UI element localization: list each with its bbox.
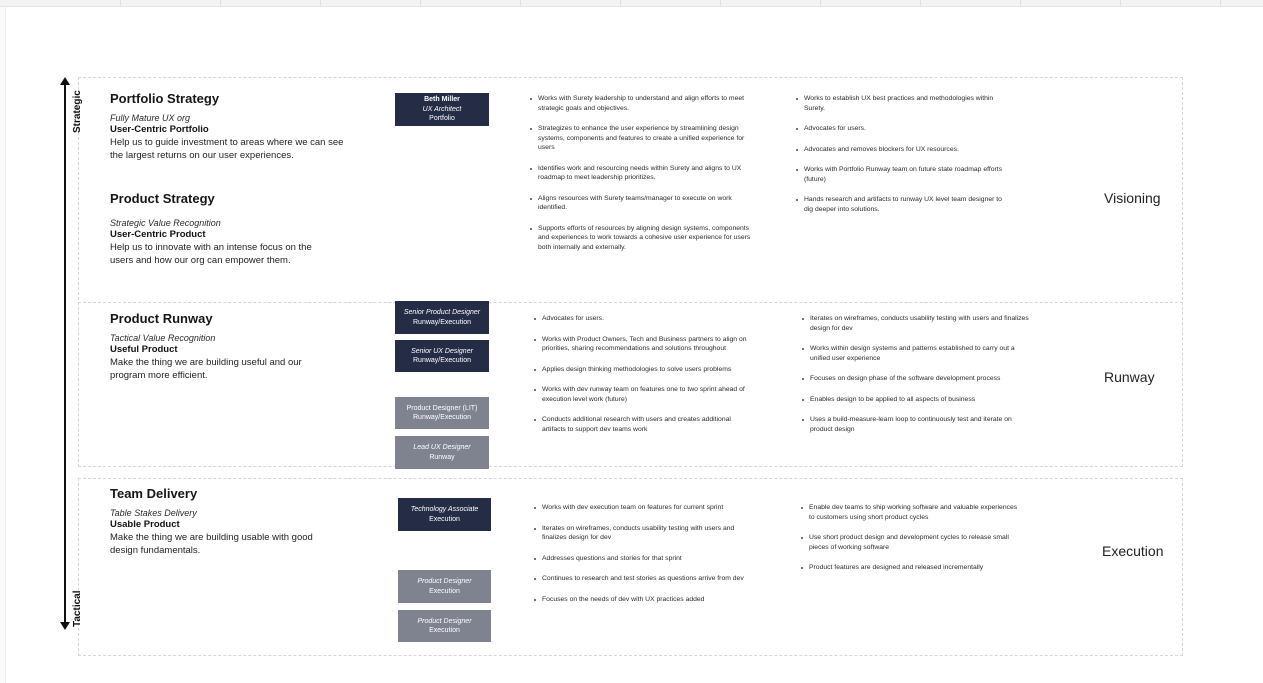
list-item: Hands research and artifacts to runway UX level team designer to dig deeper into solutions. bbox=[795, 195, 1005, 214]
role-title: Product Designer (LIT) bbox=[406, 404, 478, 412]
list-item: Focuses on design phase of the software development process bbox=[801, 374, 1029, 384]
visioning-responsibilities-2 bbox=[795, 94, 1005, 225]
list-item: Addresses questions and stories for that sprint bbox=[533, 554, 758, 564]
role-card-technology-associate[interactable] bbox=[398, 498, 491, 531]
axis-label-strategic: Strategic bbox=[72, 90, 83, 133]
section-focus: User-Centric Product bbox=[110, 229, 206, 240]
axis-label-tactical: Tactical bbox=[72, 590, 83, 627]
list-item: Works with Surety leadership to understand and align efforts to meet strategic goals and objectives. bbox=[529, 94, 754, 113]
list-item: Works with Portfolio Runway team on future state roadmap efforts (future) bbox=[795, 165, 1005, 184]
list-item: Enables design to be applied to all aspects of business bbox=[801, 395, 1029, 405]
list-item: Works within design systems and patterns established to carry out a unified user experience bbox=[801, 344, 1029, 363]
section-title: Team Delivery bbox=[110, 486, 198, 501]
section-subtitle: Strategic Value Recognition bbox=[110, 218, 221, 228]
visioning-responsibilities-1 bbox=[529, 94, 754, 263]
section-title: Product Runway bbox=[110, 311, 213, 326]
section-focus: Useful Product bbox=[110, 344, 178, 355]
role-scope: Runway/Execution bbox=[413, 357, 471, 364]
role-card-product-designer-execution-2[interactable] bbox=[398, 610, 491, 642]
list-item: Aligns resources with Surety teams/manager to execute on work identified. bbox=[529, 194, 754, 213]
list-item: Uses a build-measure-learn loop to continuously test and iterate on product design bbox=[801, 415, 1029, 434]
section-description: Make the thing we are building useful and our program more efficient. bbox=[110, 357, 302, 381]
role-card-product-designer-lit[interactable] bbox=[395, 397, 489, 429]
role-title: Product Designer bbox=[417, 578, 472, 585]
role-scope: Runway/Execution bbox=[413, 318, 471, 326]
section-title: Product Strategy bbox=[110, 191, 215, 206]
role-scope: Execution bbox=[429, 515, 460, 523]
list-item: Works with dev runway team on features one to two sprint ahead of execution level work (future) bbox=[533, 385, 751, 404]
list-item: Applies design thinking methodologies to solve users problems bbox=[533, 365, 751, 375]
execution-responsibilities-2 bbox=[800, 503, 1022, 584]
list-item: Identifies work and resourcing needs within Surety and aligns to UX roadmap to meet leadership prioritizes. bbox=[529, 164, 754, 183]
list-item: Iterates on wireframes, conducts usability testing with users and finalizes design for dev bbox=[801, 314, 1029, 333]
section-description: Help us to guide investment to areas where we can see the largest returns on our user experiences. bbox=[110, 137, 344, 161]
list-item: Continues to research and test stories as questions arrive from dev bbox=[533, 574, 758, 584]
execution-responsibilities-1 bbox=[533, 503, 758, 615]
phase-label-execution: Execution bbox=[1102, 543, 1164, 559]
list-item: Enable dev teams to ship working software and valuable experiences to customers using short product cycles bbox=[800, 503, 1022, 522]
role-scope: Execution bbox=[429, 587, 460, 595]
runway-responsibilities-1 bbox=[533, 314, 751, 445]
section-subtitle: Tactical Value Recognition bbox=[110, 333, 216, 343]
strategic-tactical-axis bbox=[64, 84, 66, 624]
role-scope: Runway bbox=[429, 453, 455, 461]
list-item: Works to establish UX best practices and methodologies within Surety. bbox=[795, 94, 1005, 113]
section-focus: Usable Product bbox=[110, 519, 180, 530]
arrow-up-icon bbox=[60, 77, 70, 85]
role-title: Product Designer bbox=[417, 617, 472, 625]
role-title: UX Architect bbox=[422, 105, 462, 113]
section-subtitle: Fully Mature UX org bbox=[110, 113, 191, 123]
role-name: Beth Miller bbox=[424, 96, 460, 104]
arrow-down-icon bbox=[60, 622, 70, 630]
list-item: Strategizes to enhance the user experience by streamlining design systems, components and features to create a unified experience for users bbox=[529, 124, 754, 153]
role-card-product-designer-execution[interactable] bbox=[398, 570, 491, 603]
role-card-ux-architect[interactable] bbox=[395, 93, 489, 126]
list-item: Advocates for users. bbox=[795, 124, 1005, 134]
list-item: Use short product design and development cycles to release small pieces of working software bbox=[800, 533, 1022, 552]
list-item: Conducts additional research with users and creates additional artifacts to support dev teams work bbox=[533, 415, 751, 434]
role-title: Senior UX Designer bbox=[411, 347, 473, 355]
top-ruler bbox=[0, 0, 1263, 7]
list-item: Works with dev execution team on features for current sprint bbox=[533, 503, 758, 513]
list-item: Advocates and removes blockers for UX resources. bbox=[795, 145, 1005, 155]
list-item: Supports efforts of resources by aligning design systems, components and experiences to work towards a cohesive user experience for users both internally and externally. bbox=[529, 224, 754, 253]
phase-label-visioning: Visioning bbox=[1104, 190, 1161, 206]
section-description: Help us to innovate with an intense focus on the users and how our org can empower them. bbox=[110, 242, 312, 266]
role-card-lead-ux-designer[interactable] bbox=[395, 436, 489, 469]
role-title: Senior Product Designer bbox=[403, 309, 481, 316]
role-title: Lead UX Designer bbox=[413, 444, 471, 451]
phase-label-runway: Runway bbox=[1104, 369, 1155, 385]
list-item: Advocates for users. bbox=[533, 314, 751, 324]
team-delivery-section[interactable] bbox=[110, 486, 370, 557]
role-scope: Portfolio bbox=[429, 115, 455, 123]
product-runway-section[interactable] bbox=[110, 311, 370, 382]
runway-responsibilities-2 bbox=[801, 314, 1029, 445]
role-card-senior-product-designer[interactable] bbox=[395, 301, 489, 334]
role-scope: Execution bbox=[429, 627, 460, 634]
role-card-senior-ux-designer[interactable] bbox=[395, 340, 489, 372]
list-item: Focuses on the needs of dev with UX practices added bbox=[533, 595, 758, 605]
section-subtitle: Table Stakes Delivery bbox=[110, 508, 197, 518]
list-item: Product features are designed and released incrementally bbox=[800, 563, 1022, 573]
list-item: Iterates on wireframes, conducts usability testing with users and finalizes design for dev bbox=[533, 524, 758, 543]
section-description: Make the thing we are building usable with good design fundamentals. bbox=[110, 532, 313, 556]
section-focus: User-Centric Portfolio bbox=[110, 124, 209, 135]
role-scope: Runway/Execution bbox=[413, 414, 471, 421]
list-item: Works with Product Owners, Tech and Business partners to align on priorities, sharing recommendations and solutions throughout bbox=[533, 335, 751, 354]
section-title: Portfolio Strategy bbox=[110, 91, 220, 106]
role-title: Technology Associate bbox=[410, 506, 479, 513]
portfolio-strategy-section[interactable] bbox=[110, 91, 370, 162]
product-strategy-section[interactable] bbox=[110, 191, 370, 267]
